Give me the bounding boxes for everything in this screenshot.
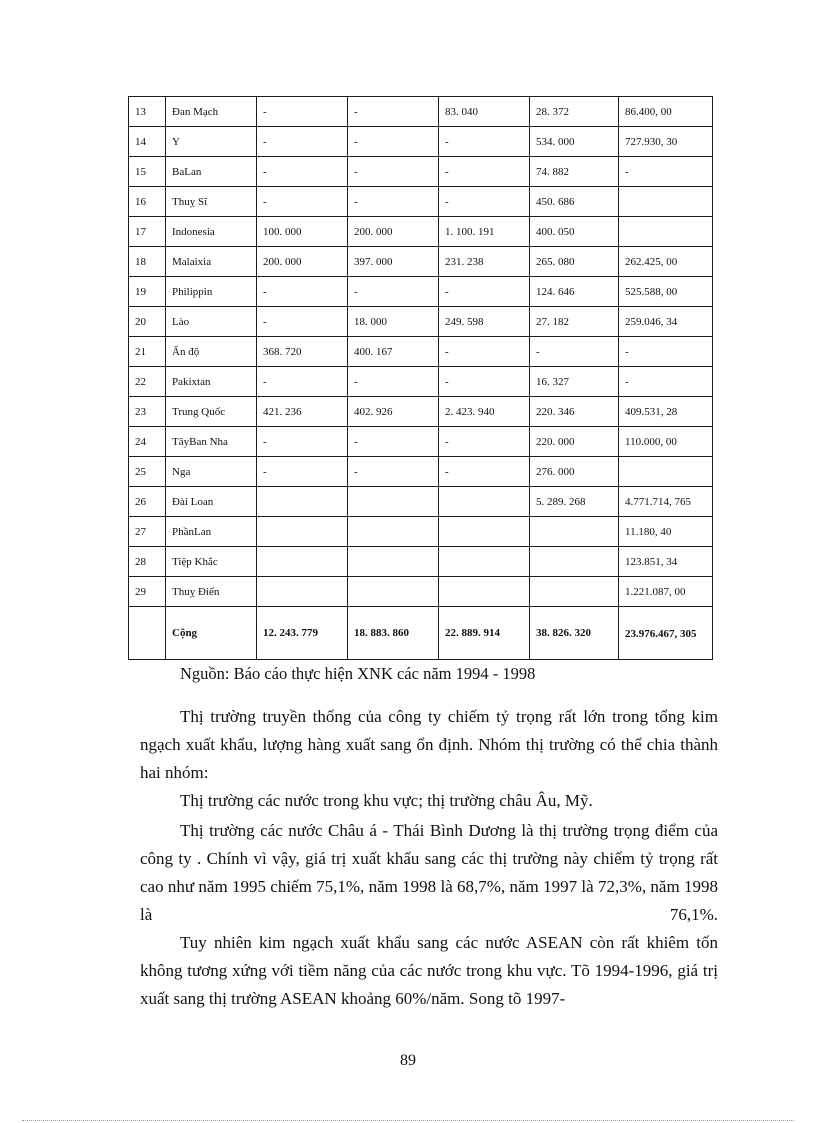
cell-value-1997 [530,577,619,607]
paragraph-traditional-market: Thị trường truyền thống của công ty chiếm tỷ trọng rất lớn trong tổng kim ngạch xuất khẩu, lượng hàng xuất sang ổn định. Nhóm thị trường có thể chia thành hai nhóm: [140,707,718,782]
table-row [129,547,713,577]
table-row [129,277,713,307]
table-row [129,187,713,217]
cell-value-1995: 402. 926 [348,397,439,427]
cell-country: Nga [166,457,257,487]
cell-value-1995: - [348,127,439,157]
cell-value-1998: 409.531, 28 [619,397,713,427]
cell-value-1998: 11.180, 40 [619,517,713,547]
cell-country: Lào [166,307,257,337]
cell-value-1996: 1. 100. 191 [439,217,530,247]
cell-row-number: 26 [129,487,166,517]
cell-value-1996 [439,577,530,607]
paragraph-asean: Tuy nhiên kim ngạch xuất khẩu sang các nước ASEAN còn rất khiêm tốn không tương xứng với tiềm năng của các nước trong khu vực. Tõ 1994-1996, giá trị xuất sang thị trường ASEAN khoảng 60%/năm. Song tõ 1997- [140,933,718,1008]
cell-value-1995: - [348,157,439,187]
cell-row-number: 22 [129,367,166,397]
cell-row-number: 21 [129,337,166,367]
cell-country: Pakixtan [166,367,257,397]
cell-value-1997: 5. 289. 268 [530,487,619,517]
cell-value-1994 [257,547,348,577]
cell-country: Thuỵ Điển [166,577,257,607]
total-row [129,607,713,660]
table-row [129,517,713,547]
cell-value-1997: 534. 000 [530,127,619,157]
table-row [129,337,713,367]
cell-value-1997: 276. 000 [530,457,619,487]
cell-value-1994: - [257,187,348,217]
cell-value-1996: - [439,187,530,217]
cell-value-1997: 220. 346 [530,397,619,427]
table-row [129,457,713,487]
table-row [129,127,713,157]
total-value-1995: 18. 883. 860 [348,607,439,660]
cell-row-number: 17 [129,217,166,247]
cell-value-1996 [439,487,530,517]
cell-row-number: 28 [129,547,166,577]
cell-value-1998: 4.771.714, 765 [619,487,713,517]
cell-country: Thuỵ Sĩ [166,187,257,217]
cell-country: Trung Quốc [166,397,257,427]
cell-row-number: 15 [129,157,166,187]
cell-value-1994 [257,487,348,517]
cell-value-1998: 1.221.087, 00 [619,577,713,607]
cell-row-number: 19 [129,277,166,307]
cell-value-1998: 86.400, 00 [619,97,713,127]
table-row [129,247,713,277]
cell-row-number: 20 [129,307,166,337]
cell-value-1995: - [348,367,439,397]
source-note: Nguồn: Báo cáo thực hiện XNK các năm 1994 - 1998 [180,664,536,683]
cell-value-1996: 2. 423. 940 [439,397,530,427]
table-row [129,427,713,457]
cell-value-1996: - [439,457,530,487]
table-row [129,397,713,427]
cell-value-1995 [348,577,439,607]
cell-value-1998: 525.588, 00 [619,277,713,307]
cell-country: Indonesia [166,217,257,247]
cell-value-1996: - [439,367,530,397]
cell-value-1995: - [348,457,439,487]
cell-value-1995: - [348,97,439,127]
cell-value-1997: 220. 000 [530,427,619,457]
cell-value-1995: 397. 000 [348,247,439,277]
cell-value-1996: 231. 238 [439,247,530,277]
cell-country: Philippin [166,277,257,307]
cell-value-1998 [619,187,713,217]
cell-value-1996: - [439,157,530,187]
cell-value-1997: 74. 882 [530,157,619,187]
cell-country: PhầnLan [166,517,257,547]
cell-value-1996: - [439,277,530,307]
cell-country: Đan Mạch [166,97,257,127]
cell-value-1995: 200. 000 [348,217,439,247]
cell-country: Malaixia [166,247,257,277]
total-value-1998: 23.976.467, 305 [619,607,713,660]
table-row [129,157,713,187]
table-row [129,307,713,337]
cell-value-1996: 83. 040 [439,97,530,127]
cell-value-1997: 16. 327 [530,367,619,397]
total-row-number [129,607,166,660]
cell-row-number: 14 [129,127,166,157]
paragraph-asia-pacific: Thị trường các nước Châu á - Thái Bình Dương là thị trường trọng điểm của công ty . Chính vì vậy, giá trị xuất khẩu sang các thị trường này chiếm tỷ trọng rất cao như năm 1995 chiếm 75,1%, năm 1998 là 68,7%, năm 1997 là 72,3%, năm 1998 là 76,1%. [140,821,718,924]
cell-value-1994: - [257,427,348,457]
cell-value-1998: 123.851, 34 [619,547,713,577]
cell-value-1998: - [619,337,713,367]
cell-value-1998 [619,217,713,247]
table-row [129,487,713,517]
cell-value-1998: 259.046, 34 [619,307,713,337]
page-number: 89 [400,1052,416,1069]
cell-value-1997: 27. 182 [530,307,619,337]
cell-value-1997 [530,517,619,547]
cell-country: Ấn độ [166,337,257,367]
paragraph-market-groups: Thị trường các nước trong khu vực; thị trường châu Âu, Mỹ. [180,791,593,810]
cell-value-1996: 249. 598 [439,307,530,337]
cell-value-1994: - [257,97,348,127]
cell-value-1994: 200. 000 [257,247,348,277]
cell-row-number: 18 [129,247,166,277]
cell-value-1996 [439,547,530,577]
cell-row-number: 29 [129,577,166,607]
cell-value-1995: - [348,427,439,457]
cell-value-1996: - [439,127,530,157]
cell-value-1996: - [439,427,530,457]
cell-row-number: 16 [129,187,166,217]
cell-value-1995: 400. 167 [348,337,439,367]
cell-value-1997: 265. 080 [530,247,619,277]
export-market-table [128,96,713,660]
cell-value-1994: 100. 000 [257,217,348,247]
cell-country: TâyBan Nha [166,427,257,457]
cell-value-1995: 18. 000 [348,307,439,337]
table-row [129,217,713,247]
cell-value-1995 [348,517,439,547]
cell-country: Tiệp Khắc [166,547,257,577]
cell-value-1997: 124. 646 [530,277,619,307]
cell-value-1994: - [257,307,348,337]
cell-value-1998: 110.000, 00 [619,427,713,457]
cell-value-1998: - [619,157,713,187]
cell-row-number: 25 [129,457,166,487]
cell-value-1994: - [257,367,348,397]
cell-value-1998: 727.930, 30 [619,127,713,157]
cell-value-1997: - [530,337,619,367]
total-value-1994: 12. 243. 779 [257,607,348,660]
cell-row-number: 27 [129,517,166,547]
cell-value-1994: 368. 720 [257,337,348,367]
cell-value-1994: - [257,277,348,307]
cell-country: BaLan [166,157,257,187]
cell-value-1997: 450. 686 [530,187,619,217]
cell-value-1995: - [348,277,439,307]
cell-value-1994 [257,517,348,547]
total-value-1997: 38. 826. 320 [530,607,619,660]
table-row [129,367,713,397]
cell-value-1996: - [439,337,530,367]
page-bottom-divider [22,1120,794,1121]
cell-value-1997: 28. 372 [530,97,619,127]
cell-country: Đài Loan [166,487,257,517]
table-row [129,97,713,127]
cell-value-1998: - [619,367,713,397]
cell-value-1994: - [257,127,348,157]
cell-row-number: 24 [129,427,166,457]
cell-value-1996 [439,517,530,547]
cell-value-1994: - [257,457,348,487]
table-body [129,97,713,660]
cell-value-1998 [619,457,713,487]
cell-country: Y [166,127,257,157]
cell-value-1995 [348,487,439,517]
cell-value-1994 [257,577,348,607]
cell-value-1997: 400. 050 [530,217,619,247]
table-row [129,577,713,607]
cell-value-1994: - [257,157,348,187]
cell-value-1994: 421. 236 [257,397,348,427]
total-value-1996: 22. 889. 914 [439,607,530,660]
cell-value-1998: 262.425, 00 [619,247,713,277]
cell-value-1995 [348,547,439,577]
cell-row-number: 23 [129,397,166,427]
total-country: Cộng [166,607,257,660]
cell-row-number: 13 [129,97,166,127]
cell-value-1995: - [348,187,439,217]
cell-value-1997 [530,547,619,577]
